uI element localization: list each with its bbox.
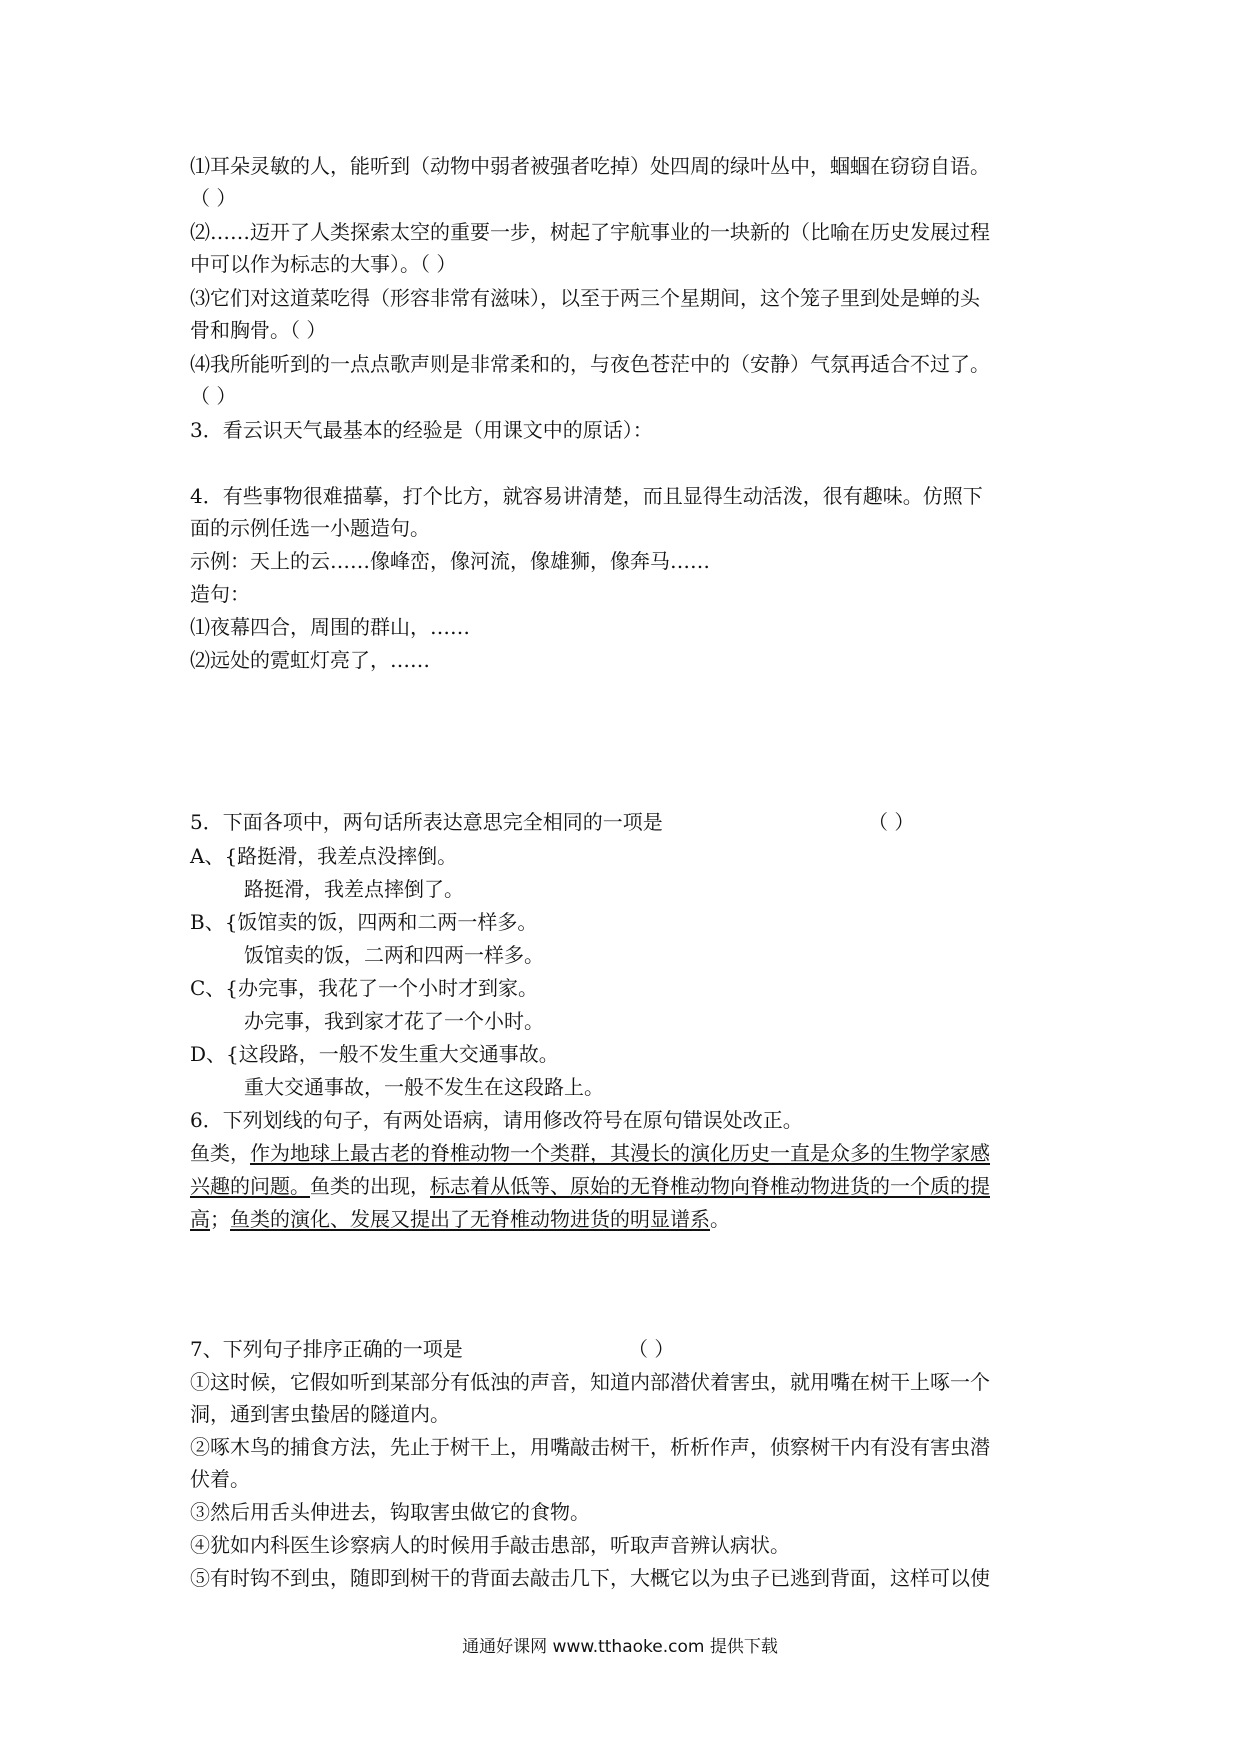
question-4-sentence-1: ⑴夜幕四合，周围的群山，……: [190, 615, 470, 639]
q2-item4-blank: （ ）: [190, 384, 237, 408]
question-4-sentence-2: ⑵远处的霓虹灯亮了，……: [190, 648, 430, 672]
option-c-line2: 办完事，我到家才花了一个小时。: [244, 1009, 544, 1033]
option-d-line2: 重大交通事故，一般不发生在这段路上。: [244, 1075, 604, 1099]
q2-item2-line2: 中可以作为标志的大事）。（ ）: [190, 252, 457, 276]
q7-sentence-4: ④犹如内科医生诊察病人的时候用手敲击患部，听取声音辨认病状。: [190, 1533, 790, 1557]
q7-sentence-2-line2: 伏着。: [190, 1467, 250, 1491]
question-4-make-sentence: 造句：: [190, 582, 250, 606]
option-b-line2: 饭馆卖的饭，二两和四两一样多。: [244, 943, 544, 967]
q6-text: 鱼类的出现，: [310, 1174, 430, 1198]
q6-text: 。: [710, 1207, 730, 1231]
q6-text: 鱼类，: [190, 1141, 250, 1165]
q2-item2-line1: ⑵……迈开了人类探索太空的重要一步，树起了宇航事业的一块新的（比喻在历史发展过程: [190, 220, 990, 244]
q7-sentence-3: ③然后用舌头伸进去，钩取害虫做它的食物。: [190, 1500, 590, 1524]
question-7-answer-paren: （ ）: [628, 1337, 675, 1361]
question-3: 3．看云识天气最基本的经验是（用课文中的原话）：: [190, 418, 653, 442]
q6-passage-line1: [190, 1139, 990, 1167]
q2-item3-line1: ⑶它们对这道菜吃得（形容非常有滋味），以至于两三个星期间，这个笼子里到处是蝉的头: [190, 286, 980, 310]
q6-underlined-text: 鱼类的演化、发展又提出了无脊椎动物进货的明显谱系: [230, 1207, 710, 1231]
q7-sentence-5: ⑤有时钩不到虫，随即到树干的背面去敲击几下，大概它以为虫子已逃到背面，这样可以使: [190, 1566, 990, 1590]
question-7-stem: 7、下列句子排序正确的一项是: [190, 1337, 463, 1361]
q6-underlined-text: 作为地球上最古老的脊椎动物一个类群，其漫长的演化历史一直是众多的生物学家感: [250, 1141, 990, 1165]
q2-item1-blank: （ ）: [190, 186, 237, 210]
q7-sentence-1-line1: ①这时候，它假如听到某部分有低浊的声音，知道内部潜伏着害虫，就用嘴在树干上啄一个: [190, 1370, 990, 1394]
question-5-answer-paren: （ ）: [868, 810, 915, 834]
q6-underlined-text: 兴趣的问题。: [190, 1174, 310, 1198]
q7-sentence-1-line2: 洞，通到害虫蛰居的隧道内。: [190, 1402, 450, 1426]
option-c-line1: C、{办完事，我花了一个小时才到家。: [190, 976, 539, 1000]
question-4-line2: 面的示例任选一小题造句。: [190, 516, 430, 540]
q2-item1-line1: ⑴耳朵灵敏的人，能听到（动物中弱者被强者吃掉）处四周的绿叶丛中，蝈蝈在窃窃自语。: [190, 154, 990, 178]
option-d-line1: D、{这段路，一般不发生重大交通事故。: [190, 1042, 559, 1066]
question-6-stem: 6．下列划线的句子，有两处语病，请用修改符号在原句错误处改正。: [190, 1108, 803, 1132]
question-4-line1: 4．有些事物很难描摹，打个比方，就容易讲清楚，而且显得生动活泼，很有趣味。仿照下: [190, 484, 983, 508]
question-4-example: 示例：天上的云……像峰峦，像河流，像雄狮，像奔马……: [190, 549, 710, 573]
q7-sentence-2-line1: ②啄木鸟的捕食方法，先止于树干上，用嘴敲击树干，析析作声，侦察树干内有没有害虫潜: [190, 1435, 990, 1459]
option-b-line1: B、{饭馆卖的饭，四两和二两一样多。: [190, 910, 538, 934]
q6-underlined-text: 标志着从低等、原始的无脊椎动物向脊椎动物进货的一个质的提: [430, 1174, 990, 1198]
option-a-line1: A、{路挺滑，我差点没摔倒。: [190, 844, 458, 868]
page-footer: 通通好课网 www.tthaoke.com 提供下载: [462, 1637, 778, 1657]
q6-passage-line3: [190, 1205, 730, 1233]
q2-item4-line1: ⑷我所能听到的一点点歌声则是非常柔和的，与夜色苍茫中的（安静）气氛再适合不过了。: [190, 352, 990, 376]
question-5-stem: 5．下面各项中，两句话所表达意思完全相同的一项是: [190, 810, 663, 834]
q2-item3-line2: 骨和胸骨。（ ）: [190, 318, 327, 342]
option-a-line2: 路挺滑，我差点摔倒了。: [244, 877, 464, 901]
q6-text: ；: [210, 1207, 230, 1231]
q6-underlined-text: 高: [190, 1207, 210, 1231]
q6-passage-line2: [190, 1172, 990, 1200]
